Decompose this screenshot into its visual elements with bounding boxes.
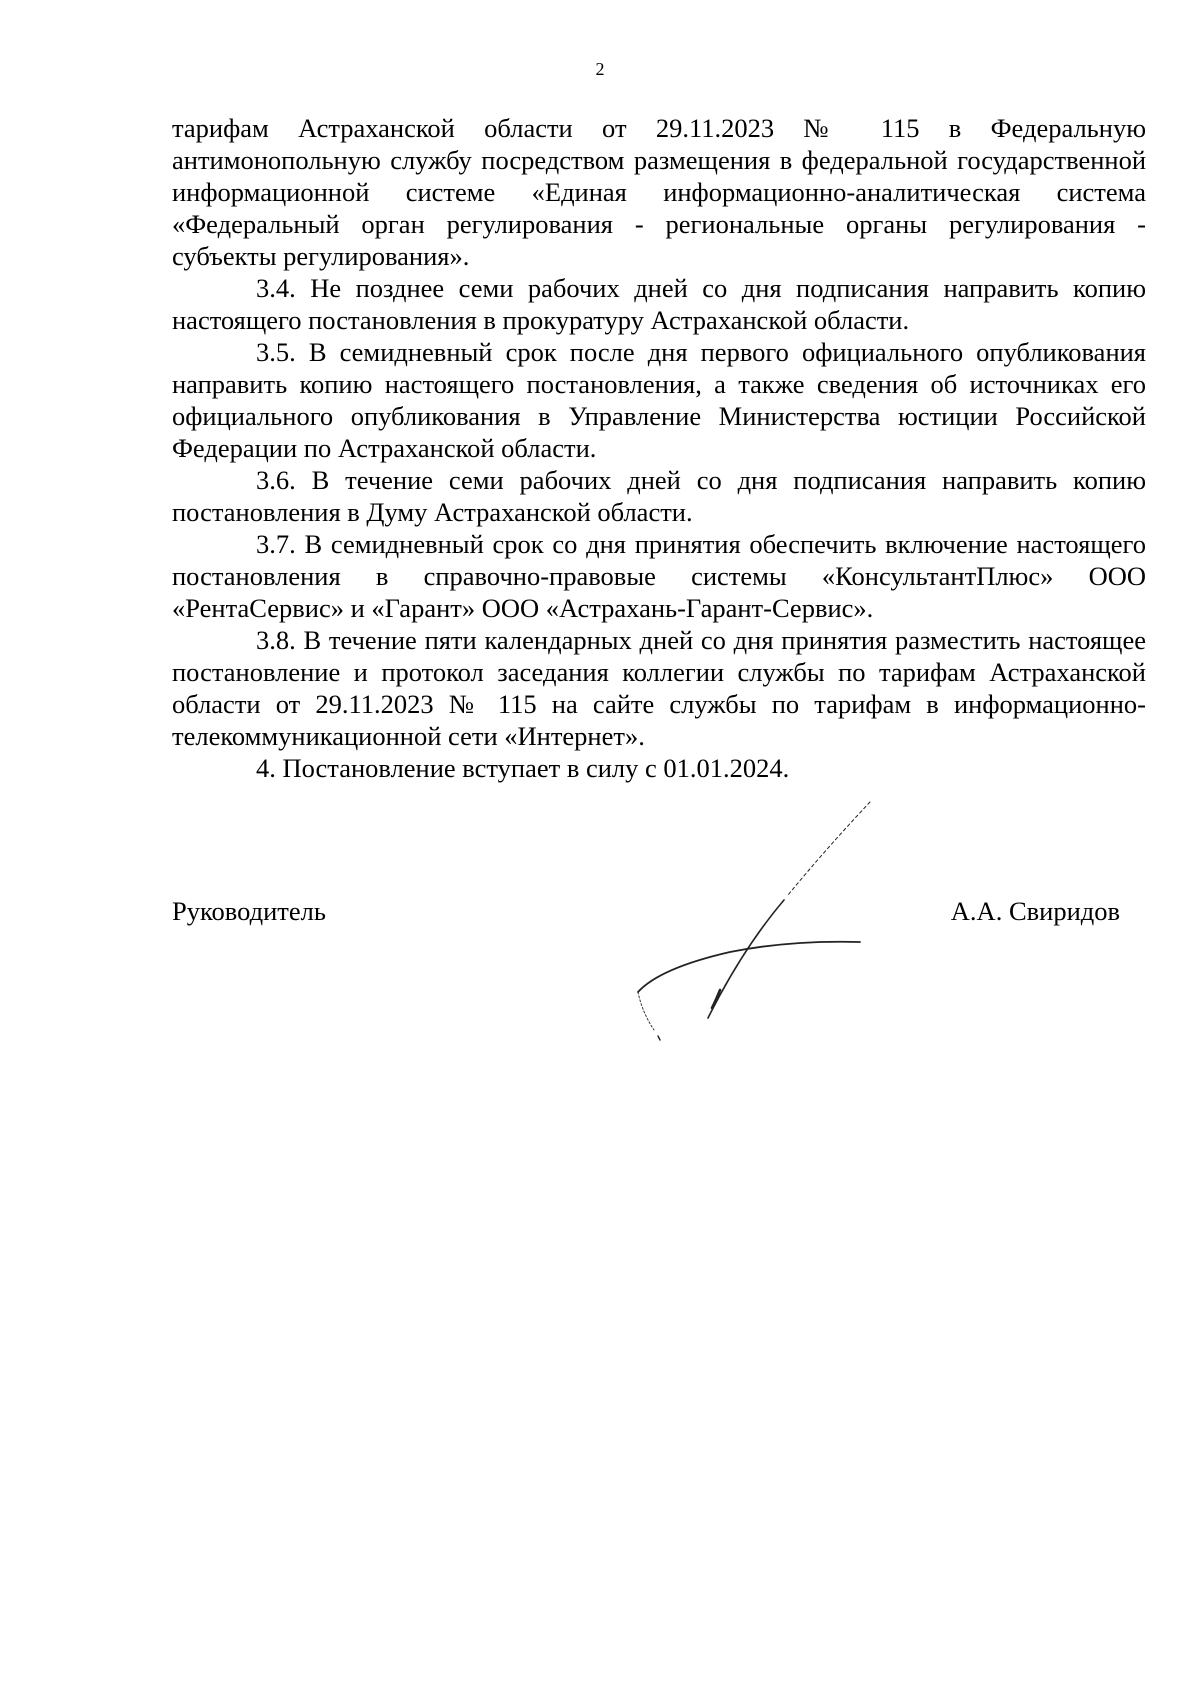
page-number: 2 — [595, 59, 605, 79]
paragraph-3-6: 3.6. В течение семи рабочих дней со дня подписания направить копию постановления в Думу Астраханской области. — [172, 465, 1146, 527]
handwritten-signature — [620, 790, 880, 1050]
signatory-title: Руководитель — [172, 896, 326, 926]
paragraph-3-4: 3.4. Не позднее семи рабочих дней со дня подписания направить копию настоящего постановления в прокуратуру Астраханской области. — [172, 273, 1146, 335]
paragraph-3-8: 3.8. В течение пяти календарных дней со дня принятия разместить настоящее постановление и протокол заседания коллегии службы по тарифам Астраханской области от 29.11.2023 № 115 на сайте службы по тарифам в информационно-телекоммуникационной сети «Интернет». — [172, 625, 1146, 751]
paragraph-4: 4. Постановление вступает в силу с 01.01.2024. — [256, 753, 790, 783]
paragraph-3-7: 3.7. В семидневный срок со дня принятия обеспечить включение настоящего постановления в справочно-правовые системы «КонсультантПлюс» ООО «РентаСервис» и «Гарант» ООО «Астрахань-Гарант-Сервис». — [172, 529, 1146, 623]
document-body — [172, 112, 1146, 784]
signatory-name: А.А. Свиридов — [950, 896, 1120, 926]
paragraph-3-5: 3.5. В семидневный срок после дня первого официального опубликования направить копию настоящего постановления, а также сведения об источниках его официального опубликования в Управление Министерства юстиции Российской Федерации по Астраханской области. — [172, 337, 1146, 463]
paragraph-continuation: тарифам Астраханской области от 29.11.2023 № 115 в Федеральную антимонопольную службу посредством размещения в федеральной государственной информационной системе «Единая информационно-аналитическая система «Федеральный орган регулирования - региональные органы регулирования - субъекты регулирования». — [172, 113, 1146, 271]
